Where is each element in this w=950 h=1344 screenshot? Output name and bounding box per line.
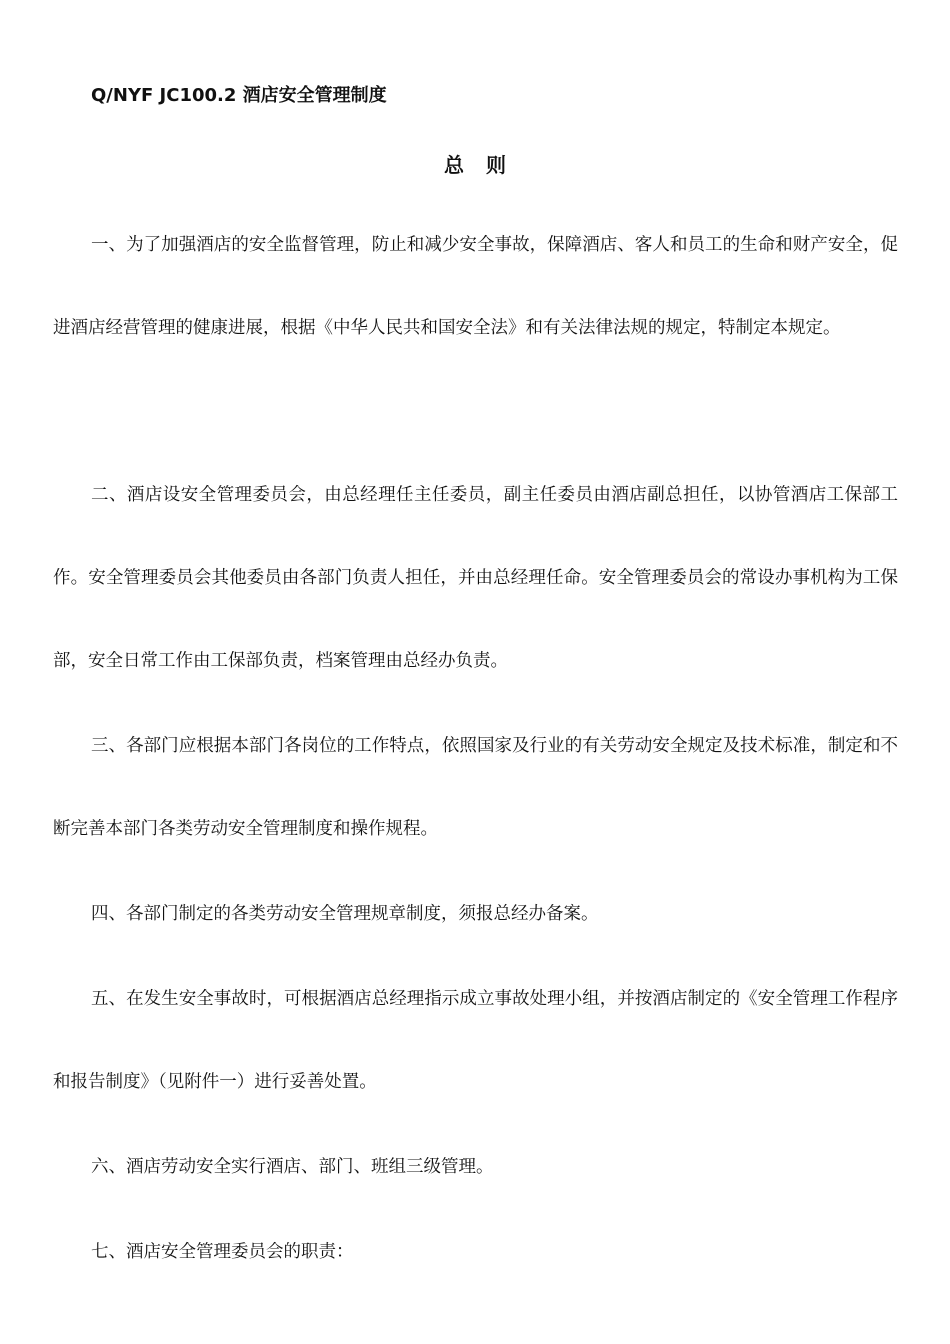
- paragraph-3: 三、各部门应根据本部门各岗位的工作特点，依照国家及行业的有关劳动安全规定及技术标准，制定和不断完善本部门各类劳动安全管理制度和操作规程。: [53, 736, 898, 839]
- paragraph-5: 五、在发生安全事故时，可根据酒店总经理指示成立事故处理小组，并按酒店制定的《安全管理工作程序和报告制度》（见附件一）进行妥善处置。: [53, 989, 898, 1092]
- paragraph-2: 二、酒店设安全管理委员会，由总经理任主任委员，副主任委员由酒店副总担任，以协管酒店工保部工作。安全管理委员会其他委员由各部门负责人担任，并由总经理任命。安全管理委员会的常设办事机构为工保部，安全日常工作由工保部负责，档案管理由总经办负责。: [53, 485, 898, 671]
- paragraph-7: 七、酒店安全管理委员会的职责：: [91, 1242, 354, 1262]
- section-heading: 总则: [444, 153, 528, 177]
- paragraph-4: 四、各部门制定的各类劳动安全管理规章制度，须报总经办备案。: [91, 904, 599, 924]
- paragraph-6: 六、酒店劳动安全实行酒店、部门、班组三级管理。: [91, 1157, 494, 1177]
- paragraph-1: 一、为了加强酒店的安全监督管理，防止和减少安全事故，保障酒店、客人和员工的生命和财产安全，促进酒店经营管理的健康进展，根据《中华人民共和国安全法》和有关法律法规的规定，特制定本规定。: [53, 235, 898, 338]
- document-title: Q/NYF JC100.2 酒店安全管理制度: [91, 85, 387, 106]
